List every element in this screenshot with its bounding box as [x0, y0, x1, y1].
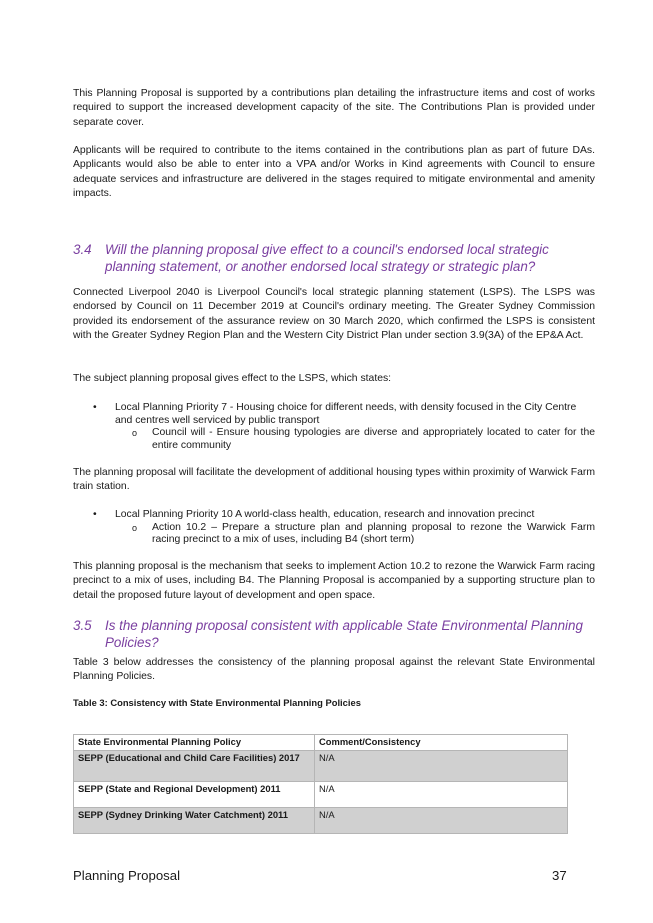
section-title: Will the planning proposal give effect to a council's endorsed local strategic planning statement, or another endorsed local strategy or strategic plan?	[105, 242, 549, 274]
list-item	[73, 402, 595, 452]
table-header-row	[74, 735, 568, 751]
sub-list	[115, 522, 595, 547]
column-header-policy: State Environmental Planning Policy	[74, 735, 315, 751]
bullet-icon: •	[93, 402, 97, 413]
sub-list-item	[115, 522, 595, 547]
column-header-comment: Comment/Consistency	[315, 735, 568, 751]
table-caption: Table 3: Consistency with State Environmental Planning Policies	[73, 697, 361, 708]
sub-list-item-text: Action 10.2 – Prepare a structure plan and planning proposal to rezone the Warwick Farm racing precinct to a mix of uses, including B4 (short term)	[152, 521, 595, 546]
table-row	[74, 807, 568, 833]
section-heading-3-5	[73, 618, 595, 651]
section-heading-3-4	[73, 242, 595, 275]
footer-title: Planning Proposal	[73, 868, 181, 883]
paragraph-housing-types: The planning proposal will facilitate the development of additional housing types within proximity of Warwick Farm train station.	[73, 467, 595, 493]
list-item-text: Local Planning Priority 10 A world-class health, education, research and innovation precinct	[115, 509, 535, 520]
paragraph-table-intro: Table 3 below addresses the consistency of the planning proposal against the relevant State Environmental Planning Policies.	[73, 657, 595, 683]
bullet-list-priority-7	[73, 402, 595, 452]
paragraph-mechanism: This planning proposal is the mechanism that seeks to implement Action 10.2 to rezone the Warwick Farm racing precinct to a mix of uses, including B4. The Planning Proposal is accompanied by a supporting structure plan to detail the proposed future layout of development and open space.	[73, 561, 595, 601]
paragraph-contributions-plan: This Planning Proposal is supported by a contributions plan detailing the infrastructure items and cost of works required to support the increased development capacity of the site. The Contributions Plan is provided under separate cover.	[73, 88, 595, 128]
comment-cell: N/A	[315, 750, 568, 781]
section-number: 3.5	[73, 618, 92, 633]
section-title: Is the planning proposal consistent with applicable State Environmental Planning Policies?	[105, 618, 583, 650]
policy-cell: SEPP (State and Regional Development) 2011	[74, 781, 315, 807]
table-row	[74, 750, 568, 781]
policy-cell: SEPP (Sydney Drinking Water Catchment) 2011	[74, 807, 315, 833]
bullet-icon: •	[93, 509, 97, 520]
sepp-consistency-table	[73, 734, 568, 834]
paragraph-lsps-states: The subject planning proposal gives effect to the LSPS, which states:	[73, 373, 392, 384]
paragraph-connected-liverpool: Connected Liverpool 2040 is Liverpool Council's local strategic planning statement (LSPS). The LSPS was endorsed by Council on 11 December 2019 at Council's ordinary meeting. The Greater Sydney Commission provided its endorsement of the assurance review on 30 March 2020, which confirmed the LSPS is consistent with the Greater Sydney Region Plan and the Western City District Plan under section 3.9(3A) of the EP&A Act.	[73, 287, 595, 342]
sub-list	[115, 427, 595, 452]
list-item-text: Local Planning Priority 7 - Housing choice for different needs, with density focused in the City Centre and centres well serviced by public transport	[115, 402, 577, 426]
policy-cell: SEPP (Educational and Child Care Facilities) 2017	[74, 750, 315, 781]
table-row	[74, 781, 568, 807]
sub-list-item-text: Council will - Ensure housing typologies are diverse and appropriately located to cater for the entire community	[152, 427, 595, 451]
paragraph-applicants-contribute: Applicants will be required to contribute to the items contained in the contributions plan as part of future DAs. Applicants would also be able to enter into a VPA and/or Works in Kind agreements with Council to ensure adequate services and infrastructure are delivered in the stages required to mitigate environmental and amenity impacts.	[73, 145, 595, 200]
section-number: 3.4	[73, 242, 92, 257]
page-number: 37	[552, 868, 567, 883]
bullet-list-priority-10	[73, 509, 595, 547]
sub-bullet-icon: o	[132, 522, 138, 533]
comment-cell: N/A	[315, 807, 568, 833]
comment-cell: N/A	[315, 781, 568, 807]
sub-list-item	[115, 427, 595, 452]
sub-bullet-icon: o	[132, 428, 138, 439]
list-item	[73, 509, 595, 547]
